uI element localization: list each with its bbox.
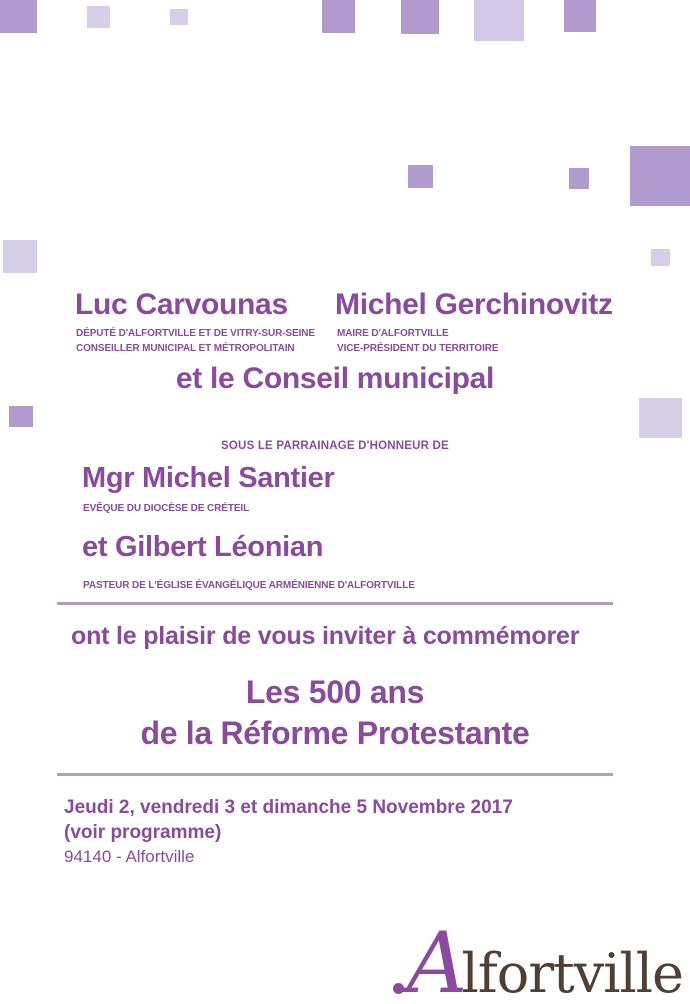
official-title-line: CONSEILLER MUNICIPAL ET MÉTROPOLITAIN	[76, 343, 295, 354]
decor-square	[408, 165, 433, 188]
decor-square	[9, 406, 33, 427]
patron-title-leonian: PASTEUR DE L'ÉGLISE ÉVANGÉLIQUE ARMÉNIENNE D'ALFORTVILLE	[83, 580, 415, 591]
patron-title-santier: EVÊQUE DU DIOCÈSE DE CRÉTEIL	[83, 503, 250, 514]
divider-bottom	[57, 773, 613, 776]
logo-dot-icon	[393, 983, 404, 994]
official-title-line: DÉPUTÉ D'ALFORTVILLE ET DE VITRY-SUR-SEINE	[76, 328, 315, 339]
decor-square	[651, 249, 670, 266]
decor-square	[569, 168, 589, 189]
alfortville-logo	[391, 914, 683, 1004]
decor-square	[322, 0, 355, 33]
event-dates: Jeudi 2, vendredi 3 et dimanche 5 Novembre 2017	[64, 797, 513, 818]
patron-name-santier: Mgr Michel Santier	[82, 462, 335, 494]
decor-square	[630, 146, 690, 206]
decor-square	[564, 0, 596, 32]
official-title-line: VICE-PRÉSIDENT DU TERRITOIRE	[337, 343, 499, 354]
official-name-left: Luc Carvounas	[75, 288, 288, 321]
official-titles-left	[76, 326, 315, 356]
event-title-line2: de la Réforme Protestante	[140, 715, 530, 751]
official-name-right: Michel Gerchinovitz	[335, 288, 613, 321]
see-program-note: (voir programme)	[64, 822, 222, 843]
decor-square	[401, 0, 439, 34]
divider-top	[57, 602, 613, 605]
decor-square	[3, 240, 37, 273]
decor-square	[170, 9, 188, 25]
official-title-line: MAIRE D'ALFORTVILLE	[337, 328, 449, 339]
decor-square	[474, 0, 524, 41]
logo-wordmark: lfortville	[461, 942, 683, 1004]
event-title	[57, 672, 613, 754]
invitation-line: ont le plaisir de vous inviter à commémorer	[71, 622, 580, 650]
decor-square	[87, 6, 110, 28]
official-titles-right	[337, 326, 498, 356]
event-location: 94140 - Alfortville	[64, 847, 195, 866]
event-title-line1: Les 500 ans	[245, 674, 425, 710]
decor-square	[0, 0, 37, 33]
patronage-label: SOUS LE PARRAINAGE D'HONNEUR DE	[221, 440, 449, 452]
logo-initial: A	[406, 914, 468, 1004]
patron-name-leonian: et Gilbert Léonian	[82, 531, 324, 563]
council-line: et le Conseil municipal	[175, 362, 495, 395]
decor-square	[639, 398, 682, 438]
